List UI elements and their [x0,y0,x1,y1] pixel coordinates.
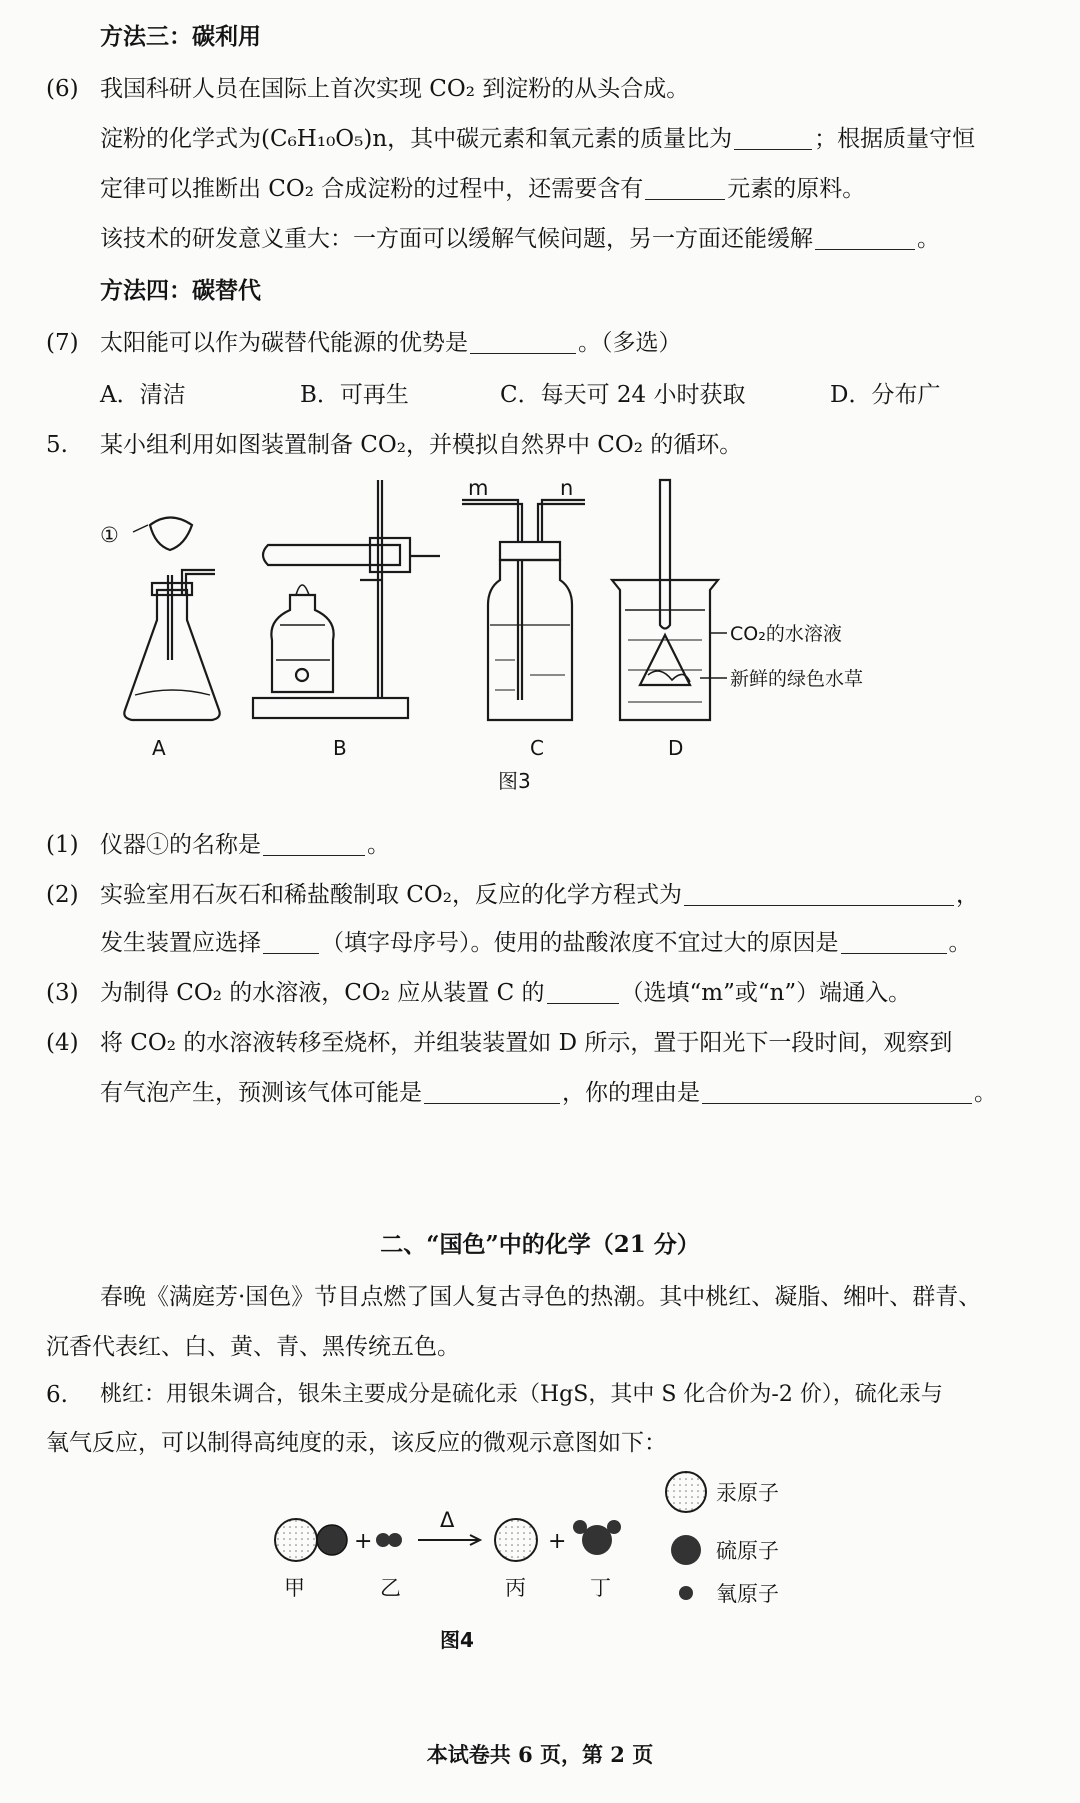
figure-3-caption: 图3 [498,769,531,793]
apparatus-c-bottle [462,500,585,720]
answer-blank[interactable] [841,929,947,954]
answer-blank[interactable] [815,225,915,250]
answer-blank[interactable] [263,929,319,954]
q6-line-4-text: 该技术的研发意义重大：一方面可以缓解气候问题，另一方面还能缓解 [100,226,813,252]
label-a: A [152,736,166,760]
apparatus-a-flask [124,518,219,721]
q7-option-d[interactable]: D．分布广 [830,382,941,408]
q7-text: 太阳能可以作为碳替代能源的优势是 [100,330,468,356]
molecule-bing-hg [495,1519,537,1561]
legend [666,1472,779,1606]
label-c: C [530,736,544,760]
q5-2-line-2-mid: （填字母序号）。使用的盐酸浓度不宜过大的原因是 [321,930,839,956]
q6b-line-2: 氧气反应，可以制得高纯度的汞，该反应的微观示意图如下： [46,1430,667,1456]
q5-3-number: (3) [46,980,79,1006]
q7-option-c[interactable]: C．每天可 24 小时获取 [500,382,746,408]
apparatus-b-heating [253,480,440,718]
label-jia: 甲 [284,1576,305,1600]
q6-line-2-text: 淀粉的化学式为(C₆H₁₀O₅)n，其中碳元素和氧元素的质量比为 [100,126,733,152]
q5-2-text: 实验室用石灰石和稀盐酸制取 CO₂，反应的化学方程式为 [100,882,682,908]
legend-hg-atom [666,1472,706,1512]
q6-line-3-text: 定律可以推断出 CO₂ 合成淀粉的过程中，还需要含有 [100,176,644,202]
label-bing: 丙 [505,1576,526,1600]
answer-blank[interactable] [547,979,619,1004]
section-2-intro-1: 春晚《满庭芳·国色》节目点燃了国人复古寻色的热潮。其中桃红、凝脂、缃叶、群青、 [100,1284,982,1310]
q6-line-2 [100,124,975,154]
q5-4-number: (4) [46,1030,79,1056]
legend-s-atom [671,1535,701,1565]
q7-number: (7) [46,330,79,356]
q5-4-line-2 [100,1078,997,1108]
circled-one-label: ① [100,523,119,547]
annotation-co2-solution: CO₂的水溶液 [730,623,842,645]
legend-hg-label: 汞原子 [716,1481,779,1505]
q5-2-line-2-text: 发生装置应选择 [100,930,261,956]
figure-3-apparatus [0,470,1080,800]
q6-line-2-tail: ；根据质量守恒 [814,126,976,152]
label-yi: 乙 [380,1576,401,1600]
q5-1-question [100,830,390,860]
molecule-yi-o2 [376,1533,402,1547]
figure-4-reaction [0,1465,1080,1665]
q5-2-line-2 [100,928,972,958]
q5-2-line-2-tail: 。 [948,930,972,956]
q5-3-tail: （选填“m”或“n”）端通入。 [620,980,912,1006]
q5-4-line-2-text: 有气泡产生，预测该气体可能是 [100,1080,422,1106]
q5-4-line-2-mid: ，你的理由是 [562,1080,700,1106]
apparatus-d-beaker [612,480,727,720]
molecule-jia-hgs [275,1519,347,1561]
label-d: D [668,736,684,760]
plus-sign-2: + [548,1529,567,1554]
q5-1-number: (1) [46,832,79,858]
q5-2-tail: ， [956,882,979,908]
q5-1-text: 仪器①的名称是 [100,832,261,858]
q6-line-4 [100,224,940,254]
plus-sign-1: + [354,1529,373,1554]
section-2-intro-2: 沉香代表红、白、黄、青、黑传统五色。 [46,1334,460,1360]
q6-line-3-tail: 元素的原料。 [727,176,866,202]
answer-blank[interactable] [263,831,365,856]
answer-blank[interactable] [684,881,954,906]
q5-number: 5. [46,432,68,458]
answer-blank[interactable] [424,1079,560,1104]
method-4-heading: 方法四：碳替代 [100,277,261,304]
legend-o-label: 氧原子 [716,1582,779,1606]
answer-blank[interactable] [702,1079,972,1104]
label-ding: 丁 [590,1576,611,1600]
answer-blank[interactable] [645,175,725,200]
port-m-label: m [468,476,489,500]
answer-blank[interactable] [470,329,576,354]
q7-tail: 。（多选） [578,330,682,356]
q5-1-tail: 。 [367,832,390,858]
label-b: B [333,736,347,760]
figure-4-caption: 图4 [440,1628,474,1652]
q6-number: (6) [46,76,79,102]
q5-3-question [100,978,911,1008]
port-n-label: n [560,476,574,500]
legend-s-label: 硫原子 [716,1539,779,1563]
q7-question [100,328,682,358]
legend-o-atom [679,1586,693,1600]
page-footer: 本试卷共 6 页，第 2 页 [426,1742,654,1767]
q5-2-number: (2) [46,882,79,908]
q6-line-4-tail: 。 [917,226,940,252]
q5-4-line-1: 将 CO₂ 的水溶液转移至烧杯，并组装装置如 D 所示，置于阳光下一段时间，观察到 [100,1030,953,1056]
method-3-heading: 方法三：碳利用 [100,23,261,50]
q7-option-b[interactable]: B．可再生 [300,382,409,408]
section-2-title: 二、“国色”中的化学（21 分） [380,1231,700,1258]
annotation-water-plant: 新鲜的绿色水草 [730,668,864,690]
q6b-line-1: 桃红：用银朱调合，银朱主要成分是硫化汞（HgS，其中 S 化合价为-2 价），硫化汞与 [100,1382,943,1407]
q5-4-line-2-tail: 。 [974,1080,997,1106]
q5-2-line-1 [100,880,979,910]
q5-3-text: 为制得 CO₂ 的水溶液，CO₂ 应从装置 C 的 [100,980,545,1006]
answer-blank[interactable] [734,125,812,150]
q5-stem: 某小组利用如图装置制备 CO₂，并模拟自然界中 CO₂ 的循环。 [100,432,743,458]
molecule-ding-so2 [573,1520,621,1555]
reaction-arrow [418,1535,480,1545]
q7-option-a[interactable]: A．清洁 [100,382,186,408]
heat-delta-icon: Δ [440,1508,455,1532]
q6-line-3 [100,174,865,204]
q6-line-1: 我国科研人员在国际上首次实现 CO₂ 到淀粉的从头合成。 [100,76,690,102]
q6b-number: 6. [46,1382,68,1408]
